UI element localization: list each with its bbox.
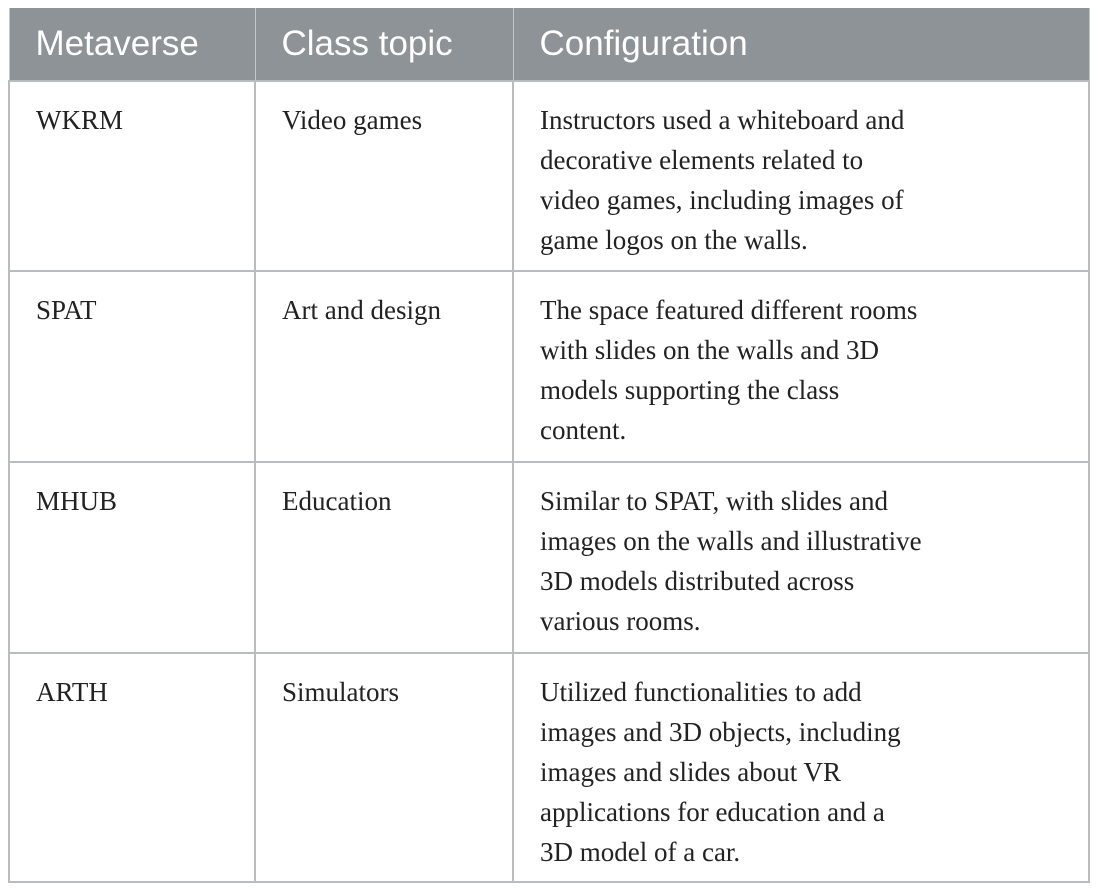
header-class-topic: Class topic (255, 8, 513, 81)
table-row (9, 462, 1089, 653)
configuration-line: Similar to SPAT, with slides and (540, 486, 889, 516)
cell-class-topic: Education (255, 462, 513, 653)
configuration-line: decorative elements related to (540, 145, 864, 175)
header-metaverse: Metaverse (9, 8, 255, 81)
metaverse-table-container (8, 8, 1088, 883)
configuration-line: with slides on the walls and 3D (540, 335, 879, 365)
table-row (9, 271, 1089, 462)
cell-configuration (513, 653, 1089, 882)
configuration-line: 3D models distributed across (540, 566, 855, 596)
cell-metaverse: SPAT (9, 271, 255, 462)
table-header (9, 8, 1089, 81)
configuration-line: images and slides about VR (540, 757, 841, 787)
cell-metaverse: WKRM (9, 81, 255, 271)
configuration-line: game logos on the walls. (540, 225, 808, 255)
cell-class-topic: Art and design (255, 271, 513, 462)
table-row (9, 653, 1089, 882)
configuration-line: various rooms. (540, 606, 701, 636)
configuration-line: content. (540, 415, 627, 445)
cell-configuration (513, 81, 1089, 271)
configuration-line: models supporting the class (540, 375, 840, 405)
configuration-line: The space featured different rooms (540, 295, 918, 325)
configuration-line: Utilized functionalities to add (540, 677, 862, 707)
header-row (9, 8, 1089, 81)
configuration-line: Instructors used a whiteboard and (540, 105, 905, 135)
configuration-line: applications for education and a (540, 797, 885, 827)
configuration-line: 3D model of a car. (540, 837, 741, 867)
cell-metaverse: MHUB (9, 462, 255, 653)
configuration-line: images and 3D objects, including (540, 717, 901, 747)
header-configuration: Configuration (513, 8, 1089, 81)
cell-class-topic: Simulators (255, 653, 513, 882)
cell-class-topic: Video games (255, 81, 513, 271)
configuration-line: video games, including images of (540, 185, 904, 215)
configuration-line: images on the walls and illustrative (540, 526, 922, 556)
table-body (9, 81, 1089, 882)
metaverse-table (8, 8, 1090, 883)
table-row (9, 81, 1089, 271)
cell-configuration (513, 271, 1089, 462)
cell-configuration (513, 462, 1089, 653)
cell-metaverse: ARTH (9, 653, 255, 882)
